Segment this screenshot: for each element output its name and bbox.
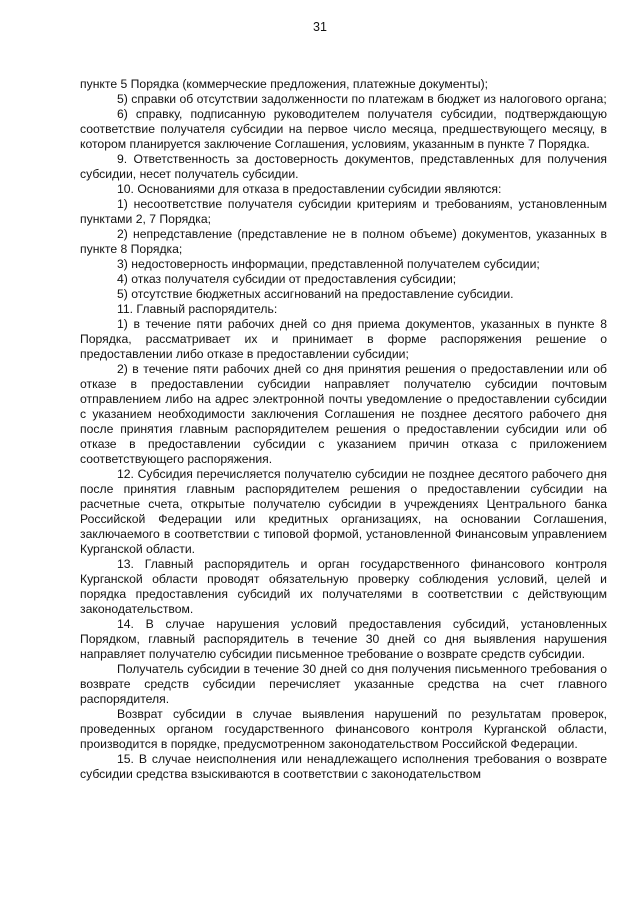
paragraph: 6) справку, подписанную руководителем получателя субсидии, подтверждающую соответствие получателя субсидии на первое число месяца, предшествующего месяцу, в котором планируется заключение Соглашения, условиям, указанным в пункте 7 Порядка.	[80, 107, 607, 151]
paragraph: пункте 5 Порядка (коммерческие предложения, платежные документы);	[80, 77, 489, 91]
paragraph: 3) недостоверность информации, представленной получателем субсидии;	[117, 257, 540, 271]
paragraph: 1) несоответствие получателя субсидии критериям и требованиям, установленным пунктами 2, 7 Порядка;	[80, 197, 607, 226]
paragraph: 14. В случае нарушения условий предоставления субсидий, установленных Порядком, главный распорядитель в течение 30 дней со дня выявления нарушения направляет получателю субсидии письменное требование о возврате средств субсидии.	[80, 617, 607, 661]
paragraph: 9. Ответственность за достоверность документов, представленных для получения субсидии, несет получатель субсидии.	[80, 152, 607, 181]
paragraph: 4) отказ получателя субсидии от предоставления субсидии;	[117, 272, 457, 286]
paragraph: 2) непредставление (представление не в полном объеме) документов, указанных в пункте 8 Порядка;	[80, 227, 607, 256]
paragraph: Возврат субсидии в случае выявления нарушений по результатам проверок, проведенных органом государственного финансового контроля Курганской области, производится в порядке, предусмотренном законодательством Российской Федерации.	[80, 707, 607, 751]
paragraph: 2) в течение пяти рабочих дней со дня принятия решения о предоставлении или об отказе в предоставлении субсидии направляет получателю субсидии почтовым отправлением либо на адрес электронной почты уведомление о предоставлении субсидии с указанием необходимости заключения Соглашения не позднее десятого рабочего дня после принятия главным распорядителем решения о предоставлении субсидии или об отказе в предоставлении субсидии с указанием причин отказа с приложением соответствующего распоряжения.	[80, 362, 607, 466]
paragraph: 11. Главный распорядитель:	[117, 302, 278, 316]
paragraph: 1) в течение пяти рабочих дней со дня приема документов, указанных в пункте 8 Порядка, рассматривает их и принимает в форме распоряжения решение о предоставлении либо отказе в предоставлении субсидии;	[80, 317, 607, 361]
paragraph: 5) отсутствие бюджетных ассигнований на предоставление субсидии.	[117, 287, 514, 301]
page-number: 31	[313, 20, 327, 34]
paragraph: 5) справки об отсутствии задолженности по платежам в бюджет из налогового органа;	[117, 92, 607, 106]
paragraph: 15. В случае неисполнения или ненадлежащего исполнения требования о возврате субсидии средства взыскиваются в соответствии с законодательством	[80, 752, 607, 781]
paragraph: 13. Главный распорядитель и орган государственного финансового контроля Курганской области проводят обязательную проверку соблюдения условий, целей и порядка предоставления субсидий их получателями в соответствии с действующим законодательством.	[80, 557, 607, 616]
paragraph: Получатель субсидии в течение 30 дней со дня получения письменного требования о возврате средств субсидии перечисляет указанные средства на счет главного распорядителя.	[80, 662, 607, 706]
paragraph: 10. Основаниями для отказа в предоставлении субсидии являются:	[117, 182, 502, 196]
document-body	[80, 77, 607, 782]
paragraph: 12. Субсидия перечисляется получателю субсидии не позднее десятого рабочего дня после принятия главным распорядителем решения о предоставлении субсидии на расчетные счета, открытые получателю субсидии в учреждениях Центрального банка Российской Федерации или кредитных организациях, на основании Соглашения, заключаемого в соответствии с типовой формой, установленной Финансовым управлением Курганской области.	[80, 467, 607, 556]
